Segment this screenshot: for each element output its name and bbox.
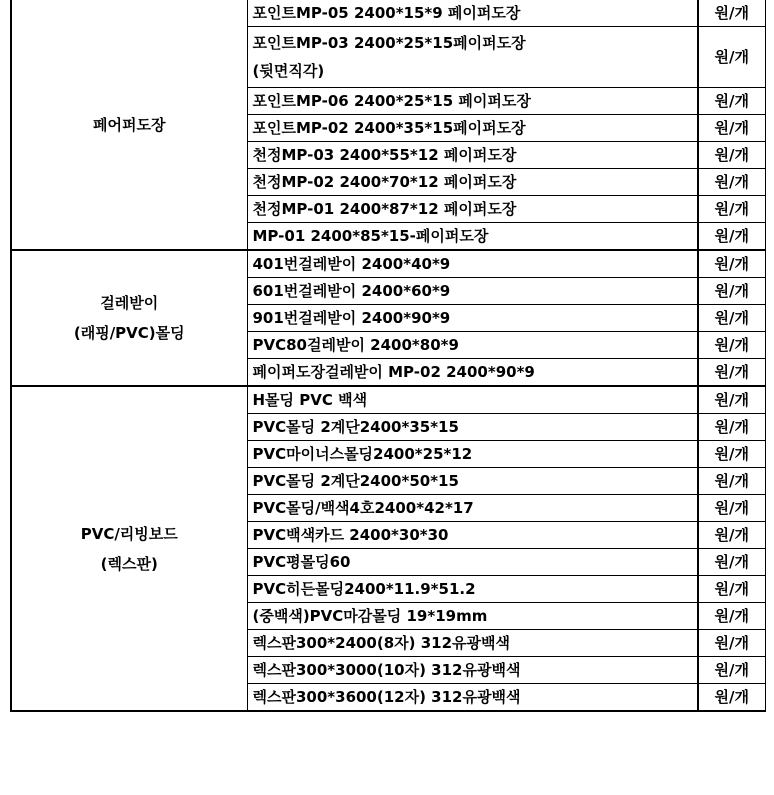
unit-cell: 원/개 — [698, 169, 765, 196]
item-name-cell: PVC백색카드 2400*30*30 — [247, 522, 698, 549]
unit-cell: 원/개 — [698, 0, 765, 27]
unit-cell: 원/개 — [698, 359, 765, 387]
item-name-cell: (중백색)PVC마감몰딩 19*19mm — [247, 603, 698, 630]
item-name-cell: 렉스판300*3600(12자) 312유광백색 — [247, 684, 698, 712]
unit-cell: 원/개 — [698, 576, 765, 603]
table-row — [11, 250, 765, 278]
unit-cell: 원/개 — [698, 223, 765, 251]
category-cell — [11, 0, 247, 250]
price-table-container — [10, 0, 766, 712]
item-name-cell: 401번걸레받이 2400*40*9 — [247, 250, 698, 278]
unit-cell: 원/개 — [698, 630, 765, 657]
category-label: (래핑/PVC)몰딩 — [73, 324, 185, 342]
category-label: (렉스판) — [100, 554, 158, 573]
item-name-cell: PVC몰딩/백색4호2400*42*17 — [247, 495, 698, 522]
unit-cell: 원/개 — [698, 684, 765, 712]
item-name-cell: PVC몰딩 2계단2400*50*15 — [247, 468, 698, 495]
item-name-cell: 포인트MP-02 2400*35*15페이퍼도장 — [247, 115, 698, 142]
unit-cell: 원/개 — [698, 250, 765, 278]
item-name-cell: MP-01 2400*85*15-페이퍼도장 — [247, 223, 698, 251]
unit-cell: 원/개 — [698, 278, 765, 305]
unit-cell: 원/개 — [698, 386, 765, 414]
category-label: 페어퍼도장 — [93, 115, 166, 134]
unit-cell: 원/개 — [698, 414, 765, 441]
unit-cell: 원/개 — [698, 657, 765, 684]
item-name-cell: 천정MP-03 2400*55*12 페이퍼도장 — [247, 142, 698, 169]
table-row — [11, 386, 765, 414]
unit-cell: 원/개 — [698, 522, 765, 549]
item-name-cell: PVC평몰딩60 — [247, 549, 698, 576]
item-name-cell: 포인트MP-05 2400*15*9 페이퍼도장 — [247, 0, 698, 27]
item-name-cell: PVC히든몰딩2400*11.9*51.2 — [247, 576, 698, 603]
unit-cell: 원/개 — [698, 468, 765, 495]
item-name-cell: H몰딩 PVC 백색 — [247, 386, 698, 414]
item-name-cell: 포인트MP-06 2400*25*15 페이퍼도장 — [247, 88, 698, 115]
unit-cell: 원/개 — [698, 549, 765, 576]
unit-cell: 원/개 — [698, 495, 765, 522]
unit-cell: 원/개 — [698, 115, 765, 142]
item-name-cell: 렉스판300*3000(10자) 312유광백색 — [247, 657, 698, 684]
item-name-cell: 페이퍼도장걸레받이 MP-02 2400*90*9 — [247, 359, 698, 387]
unit-cell: 원/개 — [698, 305, 765, 332]
item-name-cell: 천정MP-02 2400*70*12 페이퍼도장 — [247, 169, 698, 196]
item-name-line: (뒷면직각) — [252, 62, 325, 80]
unit-cell: 원/개 — [698, 196, 765, 223]
unit-cell: 원/개 — [698, 332, 765, 359]
item-name-cell — [247, 27, 698, 88]
item-name-cell: 901번걸레받이 2400*90*9 — [247, 305, 698, 332]
category-label: 걸레받이 — [100, 294, 159, 312]
unit-cell: 원/개 — [698, 88, 765, 115]
unit-cell: 원/개 — [698, 603, 765, 630]
item-name-line: 포인트MP-03 2400*25*15페이퍼도장 — [252, 34, 526, 52]
price-table — [10, 0, 766, 712]
price-table-body — [11, 0, 765, 711]
unit-cell: 원/개 — [698, 27, 765, 88]
item-name-cell: PVC몰딩 2계단2400*35*15 — [247, 414, 698, 441]
table-row — [11, 0, 765, 27]
category-cell — [11, 386, 247, 711]
item-name-cell: PVC마이너스몰딩2400*25*12 — [247, 441, 698, 468]
unit-cell: 원/개 — [698, 142, 765, 169]
item-name-cell: PVC80걸레받이 2400*80*9 — [247, 332, 698, 359]
item-name-cell: 천정MP-01 2400*87*12 페이퍼도장 — [247, 196, 698, 223]
category-label: PVC/리빙보드 — [80, 524, 178, 543]
item-name-cell: 렉스판300*2400(8자) 312유광백색 — [247, 630, 698, 657]
category-cell — [11, 250, 247, 386]
item-name-cell: 601번걸레받이 2400*60*9 — [247, 278, 698, 305]
unit-cell: 원/개 — [698, 441, 765, 468]
